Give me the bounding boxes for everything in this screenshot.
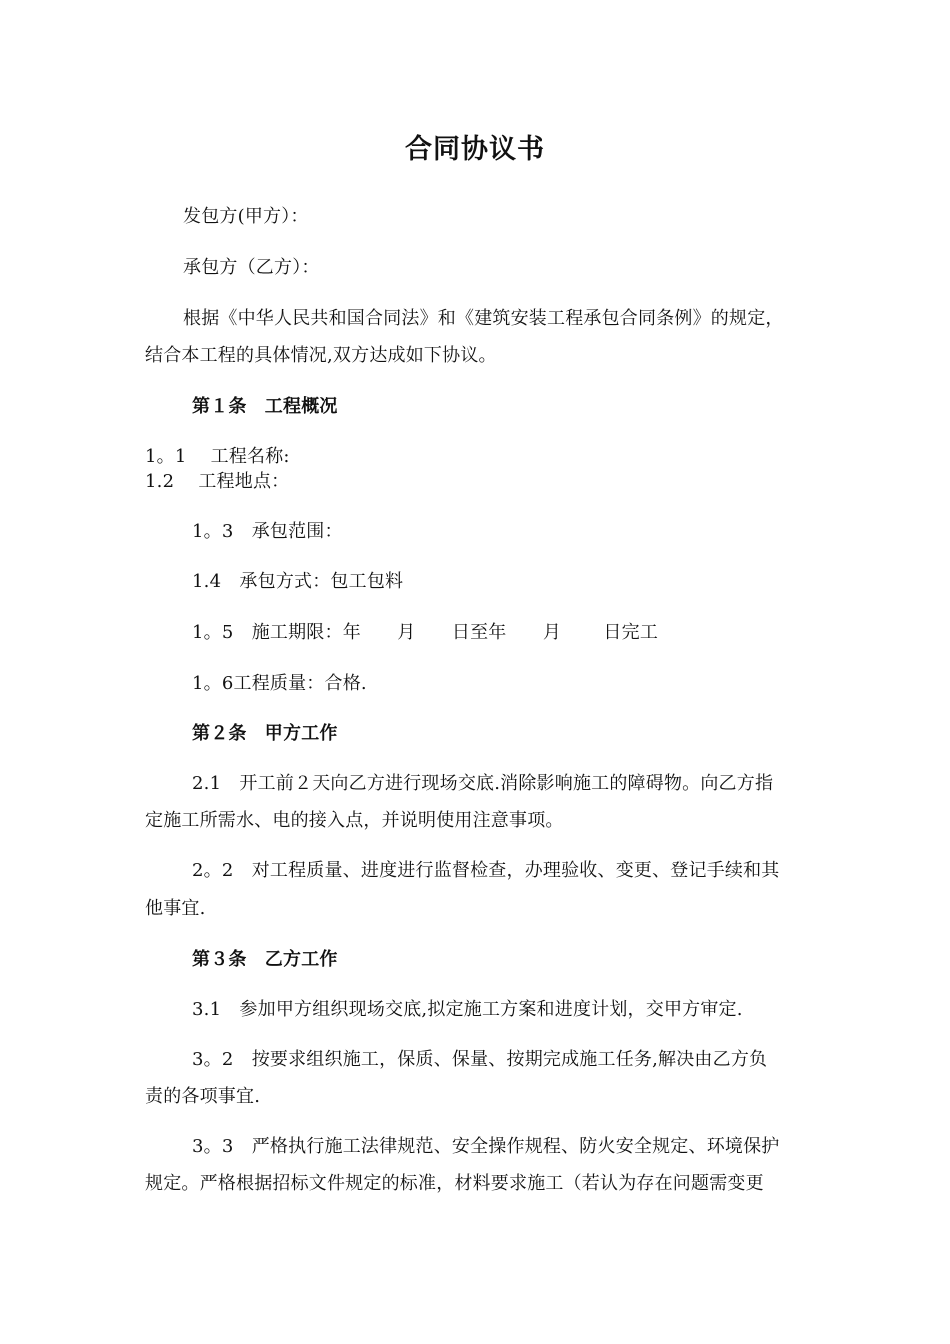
item-1-6: 1。6工程质量：合格. bbox=[192, 673, 367, 694]
item-2-1-line-1: 2.1 开工前２天向乙方进行现场交底.消除影响施工的障碍物。向乙方指 bbox=[192, 773, 774, 794]
item-3-3-line-2: 规定。严格根据招标文件规定的标准，材料要求施工（若认为存在问题需变更 bbox=[145, 1173, 764, 1194]
preamble-line-1: 根据《中华人民共和国合同法》和《建筑安装工程承包合同条例》的规定， bbox=[183, 308, 784, 329]
item-3-3-line-1: 3。3 严格执行施工法律规范、安全操作规程、防火安全规定、环境保护 bbox=[192, 1136, 780, 1157]
item-3-1: 3.1 参加甲方组织现场交底,拟定施工方案和进度计划，交甲方审定. bbox=[192, 999, 743, 1020]
article-3-heading: 第３条 乙方工作 bbox=[192, 949, 338, 970]
item-2-2-line-1: 2。2 对工程质量、进度进行监督检查，办理验收、变更、登记手续和其 bbox=[192, 860, 780, 881]
item-1-2: 1.2 工程地点： bbox=[145, 471, 290, 492]
preamble-line-2: 结合本工程的具体情况,双方达成如下协议。 bbox=[145, 345, 497, 366]
item-1-4: 1.4 承包方式：包工包料 bbox=[192, 571, 404, 592]
party-a-line: 发包方(甲方）： bbox=[183, 206, 309, 227]
item-1-5: 1。5 施工期限：年 月 日至年 月 日完工 bbox=[192, 622, 659, 643]
item-1-1: 1。1 工程名称: bbox=[145, 446, 290, 467]
party-b-line: 承包方（乙方）： bbox=[183, 257, 320, 278]
item-1-3: 1。3 承包范围： bbox=[192, 521, 343, 542]
item-2-1-line-2: 定施工所需水、电的接入点，并说明使用注意事项。 bbox=[145, 810, 564, 831]
article-1-heading: 第１条 工程概况 bbox=[192, 396, 338, 417]
item-3-2-line-1: 3。2 按要求组织施工，保质、保量、按期完成施工任务,解决由乙方负 bbox=[192, 1049, 768, 1070]
article-2-heading: 第２条 甲方工作 bbox=[192, 723, 338, 744]
item-3-2-line-2: 责的各项事宜. bbox=[145, 1086, 261, 1107]
item-2-2-line-2: 他事宜. bbox=[145, 898, 206, 919]
document-title: 合同协议书 bbox=[405, 134, 545, 165]
